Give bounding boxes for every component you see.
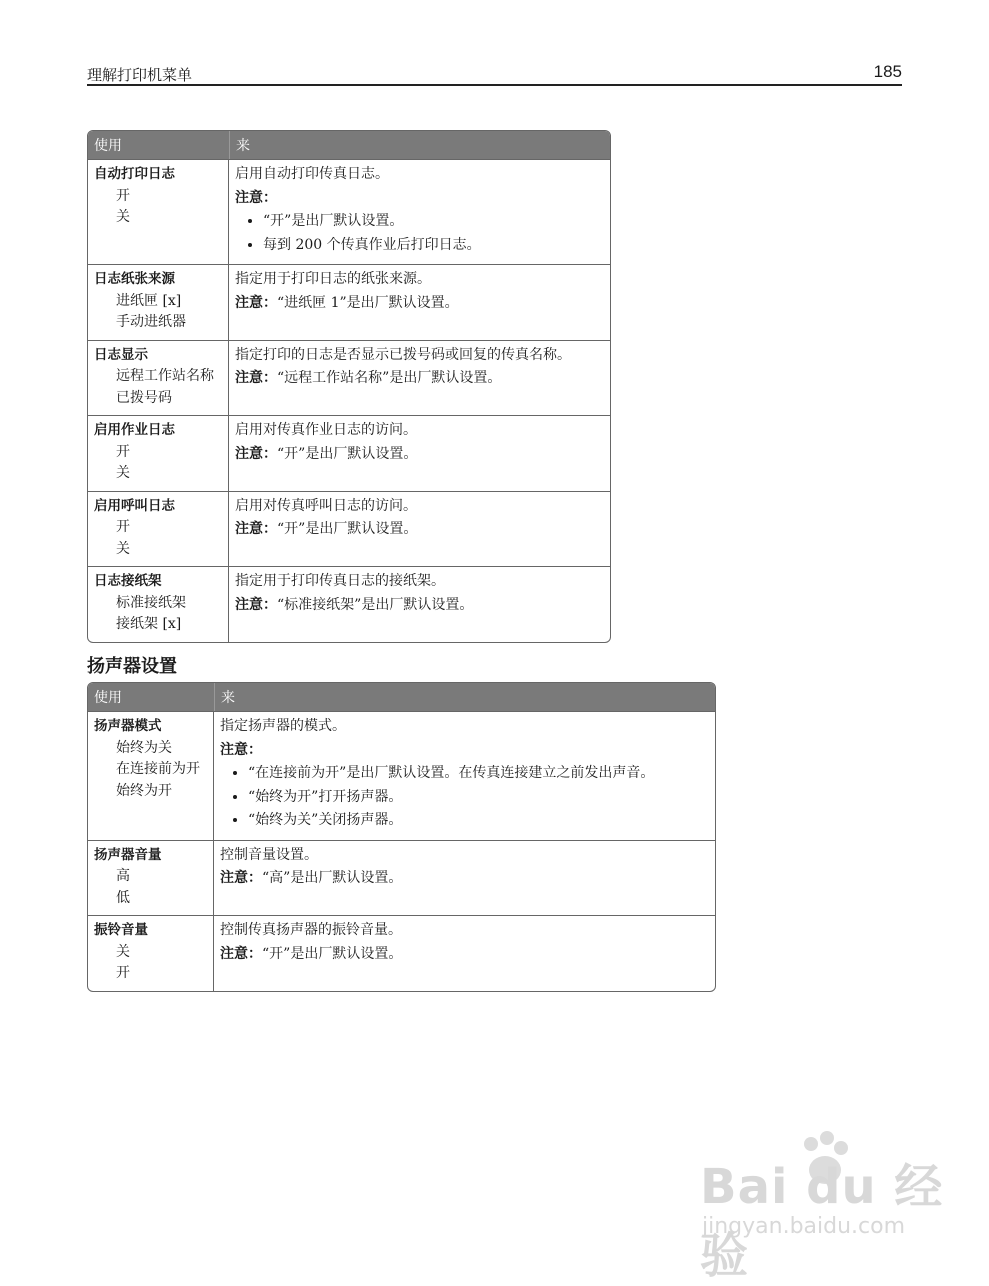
note-label: 注意： <box>220 741 262 758</box>
setting-cell <box>88 340 229 416</box>
list-item: • “开”是出厂默认设置。 <box>263 211 604 233</box>
description-text: 指定用于打印日志的纸张来源。 <box>235 271 431 287</box>
setting-cell <box>88 566 229 642</box>
setting-option: 低 <box>116 889 130 906</box>
setting-option: 关 <box>116 209 130 225</box>
description-cell <box>229 159 610 264</box>
setting-option: 远程工作站名称 <box>116 368 214 384</box>
table-row <box>88 264 610 340</box>
setting-option: 标准接纸架 <box>116 594 186 611</box>
description-cell <box>214 711 715 840</box>
setting-name: 启用呼叫日志 <box>94 497 175 514</box>
setting-name: 日志纸张来源 <box>94 271 175 287</box>
setting-name: 振铃音量 <box>94 922 148 938</box>
description-text: 控制音量设置。 <box>220 846 318 863</box>
list-item: • “在连接前为开”是出厂默认设置。在传真连接建立之前发出声音。 <box>248 763 709 785</box>
watermark-url: jingyan.baidu.com <box>702 1214 906 1239</box>
setting-option: 手动进纸器 <box>116 314 186 330</box>
note-text: “开”是出厂默认设置。 <box>277 445 418 462</box>
note-label: 注意： <box>235 370 277 386</box>
note-text: “进纸匣 1”是出厂默认设置。 <box>277 294 459 311</box>
setting-name: 日志接纸架 <box>94 573 162 589</box>
setting-cell <box>88 415 229 491</box>
page-header <box>87 62 902 86</box>
note <box>235 444 604 466</box>
setting-option: 开 <box>116 519 130 535</box>
setting-option: 进纸匣 [x] <box>116 292 182 309</box>
table-header-row <box>88 131 610 159</box>
note-label: 注意： <box>235 521 277 537</box>
note-bullet-list <box>220 763 709 832</box>
setting-option: 在连接前为开 <box>116 761 200 777</box>
setting-option: 接纸架 [x] <box>116 616 182 632</box>
table-row <box>88 491 610 567</box>
description-cell <box>229 264 610 340</box>
setting-option: 已拨号码 <box>116 389 172 406</box>
note <box>235 188 604 210</box>
note-label: 注意： <box>235 596 277 613</box>
column-header-use: 使用 <box>88 131 229 159</box>
column-header-use: 使用 <box>88 683 214 711</box>
setting-cell <box>88 840 214 916</box>
table-row <box>88 840 715 916</box>
column-header-purpose: 来 <box>214 683 715 711</box>
page-number: 185 <box>873 62 902 81</box>
setting-option: 开 <box>116 187 130 204</box>
note <box>235 595 604 617</box>
note-label: 注意： <box>220 945 262 962</box>
fax-log-settings-table <box>87 130 611 643</box>
setting-option: 关 <box>116 465 130 481</box>
column-header-purpose: 来 <box>229 131 610 159</box>
setting-option: 开 <box>116 965 130 981</box>
note-text: “开”是出厂默认设置。 <box>277 521 418 537</box>
setting-name: 扬声器模式 <box>94 718 162 734</box>
description-cell <box>214 840 715 916</box>
list-item: • 每到 200 个传真作业后打印日志。 <box>263 235 604 257</box>
setting-name: 扬声器音量 <box>94 846 162 863</box>
note-label: 注意： <box>235 445 277 462</box>
setting-option: 始终为关 <box>116 739 172 756</box>
setting-option: 始终为开 <box>116 782 172 799</box>
description-cell <box>229 415 610 491</box>
table-header-row <box>88 683 715 711</box>
note-text: “标准接纸架”是出厂默认设置。 <box>277 596 474 613</box>
note <box>220 944 709 966</box>
note-label: 注意： <box>220 870 262 886</box>
description-cell <box>214 915 715 991</box>
table-row <box>88 711 715 840</box>
description-cell <box>229 340 610 416</box>
note-label: 注意： <box>235 189 277 206</box>
table-row <box>88 915 715 991</box>
setting-option: 关 <box>116 540 130 557</box>
description-text: 指定扬声器的模式。 <box>220 718 346 734</box>
note-text: “开”是出厂默认设置。 <box>262 945 403 962</box>
table-row <box>88 340 610 416</box>
table-row <box>88 159 610 264</box>
note-label: 注意： <box>235 294 277 311</box>
description-cell <box>229 491 610 567</box>
note-text: “高”是出厂默认设置。 <box>262 870 403 886</box>
description-text: 启用自动打印传真日志。 <box>235 166 389 182</box>
description-text: 启用对传真呼叫日志的访问。 <box>235 497 417 514</box>
speaker-settings-table <box>87 682 716 992</box>
note <box>235 293 604 315</box>
setting-cell <box>88 264 229 340</box>
description-cell <box>229 566 610 642</box>
description-text: 启用对传真作业日志的访问。 <box>235 422 417 438</box>
note <box>235 519 604 541</box>
description-text: 控制传真扬声器的振铃音量。 <box>220 922 402 938</box>
list-item: • “始终为开”打开扬声器。 <box>248 787 709 809</box>
note <box>220 740 709 762</box>
note-bullet-list <box>235 211 604 256</box>
watermark-main-text: Bai du 经验 <box>700 1159 944 1284</box>
setting-option: 高 <box>116 868 130 884</box>
setting-option: 关 <box>116 943 130 960</box>
table-row <box>88 415 610 491</box>
section-title-speaker-settings: 扬声器设置 <box>87 656 177 677</box>
header-title: 理解打印机菜单 <box>87 66 193 84</box>
note-text: “远程工作站名称”是出厂默认设置。 <box>277 370 502 386</box>
setting-cell <box>88 491 229 567</box>
setting-cell <box>88 159 229 264</box>
description-text: 指定打印的日志是否显示已拨号码或回复的传真名称。 <box>235 346 571 363</box>
setting-name: 启用作业日志 <box>94 422 175 438</box>
setting-cell <box>88 711 214 840</box>
note <box>220 868 709 890</box>
table-row <box>88 566 610 642</box>
setting-name: 日志显示 <box>94 346 148 363</box>
description-text: 指定用于打印传真日志的接纸架。 <box>235 573 445 589</box>
setting-cell <box>88 915 214 991</box>
note <box>235 368 604 390</box>
list-item: • “始终为关”关闭扬声器。 <box>248 810 709 832</box>
setting-option: 开 <box>116 443 130 460</box>
setting-name: 自动打印日志 <box>94 166 175 182</box>
baidu-jingyan-watermark <box>700 1130 950 1284</box>
